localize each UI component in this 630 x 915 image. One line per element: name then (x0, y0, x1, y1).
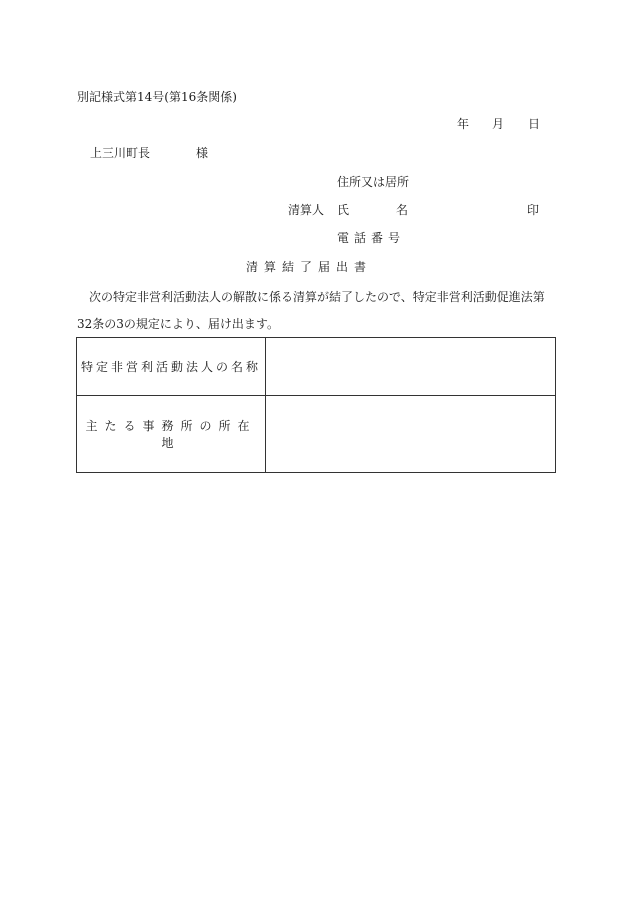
document-title: 清算結了届出書 (246, 260, 373, 274)
name-label-first-char: 氏 (337, 203, 350, 217)
seal-label: 印 (527, 203, 540, 217)
date-day-label: 日 (528, 117, 541, 131)
name-label-second-char: 名 (396, 203, 409, 217)
corporation-name-field[interactable] (266, 338, 556, 396)
form-number: 別記様式第14号(第16条関係) (77, 90, 237, 104)
addressee-name: 上三川町長 (90, 146, 151, 160)
corporation-info-table (76, 337, 556, 473)
main-office-location-label: 主たる事務所の所在地 (77, 396, 266, 473)
main-office-location-field[interactable] (266, 396, 556, 473)
document-body: 次の特定非営利活動法人の解散に係る清算が結了したので、特定非営利活動促進法第32条の3の規定により、届け出ます。 (77, 290, 545, 331)
addressee-honorific: 様 (196, 146, 209, 160)
table-row (77, 338, 556, 396)
date-month-label: 月 (492, 117, 505, 131)
address-label: 住所又は居所 (337, 175, 410, 189)
liquidator-label: 清算人 (288, 203, 325, 217)
table-row (77, 396, 556, 473)
corporation-name-label: 特定非営利活動法人の名称 (77, 338, 266, 396)
date-year-label: 年 (457, 117, 470, 131)
phone-label: 電話番号 (337, 231, 406, 245)
